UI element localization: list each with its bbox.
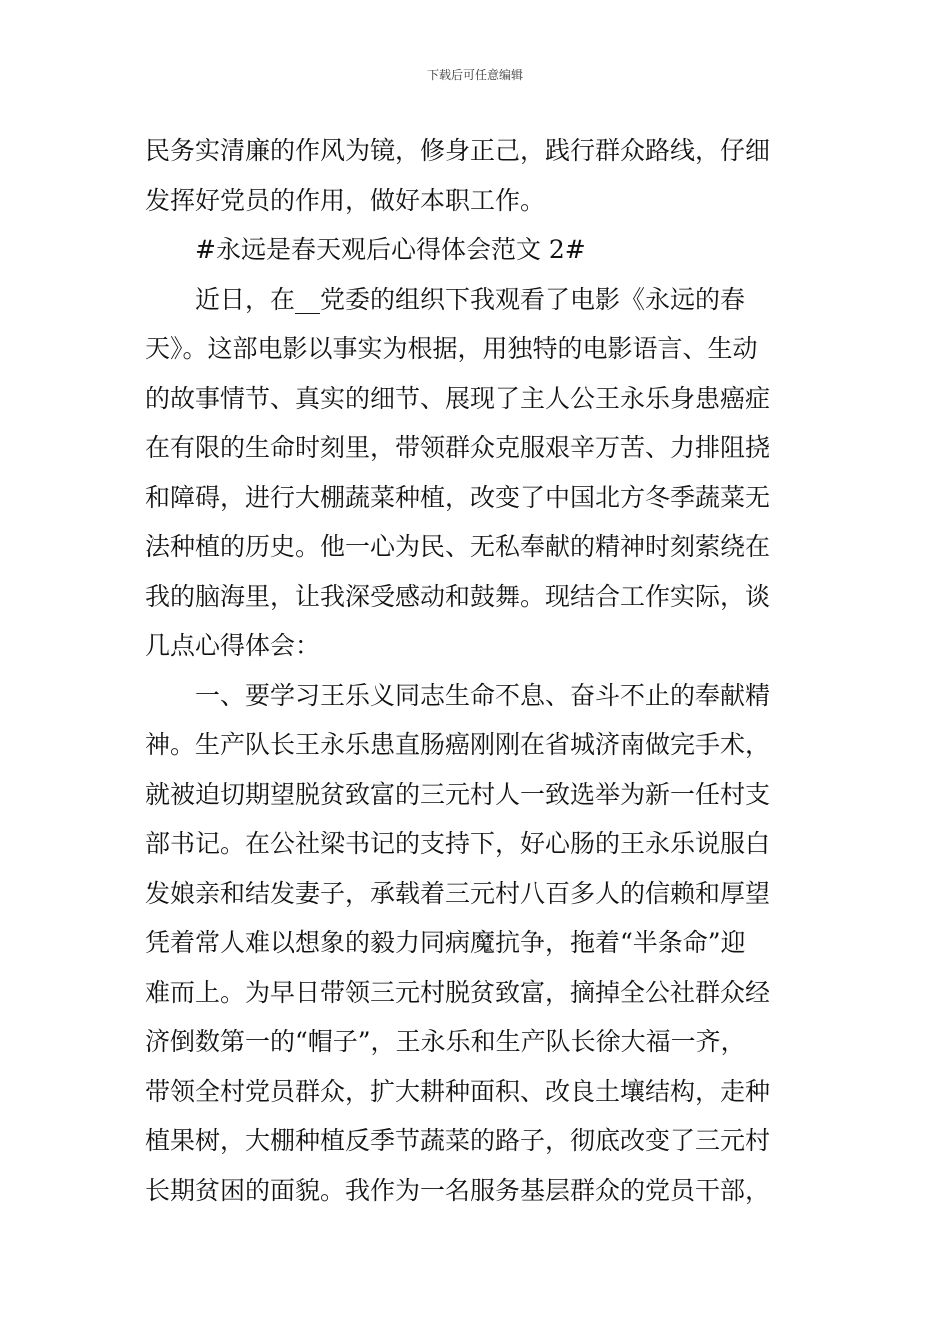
page-header-note: 下载后可任意编辑 xyxy=(426,68,523,82)
text-line: 在有限的生命时刻里，带领群众克服艰辛万苦、力排阻挠 xyxy=(145,433,771,462)
text-line: 就被迫切期望脱贫致富的三元村人一致选举为新一任村支 xyxy=(145,779,771,809)
text-line: 带领全村党员群众，扩大耕种面积、改良土壤结构，走种 xyxy=(145,1076,771,1106)
text-line: 一、要学习王乐义同志生命不息、奋斗不止的奉献精 xyxy=(195,680,771,710)
text-line: 近日，在__党委的组织下我观看了电影《永远的春 xyxy=(195,284,746,314)
text-line: 和障碍，进行大棚蔬菜种植，改变了中国北方冬季蔬菜无 xyxy=(145,482,771,512)
text-line: 的故事情节、真实的细节、展现了主人公王永乐身患癌症 xyxy=(145,383,771,413)
text-line: 长期贫困的面貌。我作为一名服务基层群众的党员干部， xyxy=(145,1175,771,1205)
text-line: 天》。这部电影以事实为根据，用独特的电影语言、生动 xyxy=(145,334,758,363)
text-line: 植果树，大棚种植反季节蔬菜的路子，彻底改变了三元村 xyxy=(145,1126,771,1155)
text-line: 几点心得体会： xyxy=(145,631,321,660)
text-line: 神。生产队长王永乐患直肠癌刚刚在省城济南做完手术， xyxy=(145,730,771,759)
text-line: 我的脑海里，让我深受感动和鼓舞。现结合工作实际，谈 xyxy=(145,581,771,611)
text-line: 民务实清廉的作风为镜，修身正己，践行群众路线，仔细 xyxy=(145,136,771,165)
document-body xyxy=(145,126,810,1215)
text-line: 发挥好党员的作用，做好本职工作。 xyxy=(145,185,546,215)
text-line: 凭着常人难以想象的毅力同病魔抗争，拖着“半条命”迎 xyxy=(145,928,746,957)
text-line: 发娘亲和结发妻子，承载着三元村八百多人的信赖和厚望 xyxy=(145,878,771,908)
text-line: 法种植的历史。他一心为民、无私奉献的精神时刻萦绕在 xyxy=(145,532,771,561)
text-line: 济倒数第一的“帽子”，王永乐和生产队长徐大福一齐， xyxy=(145,1027,746,1056)
section-heading: #永远是春天观后心得体会范文 2# xyxy=(195,235,586,264)
text-line: 难而上。为早日带领三元村脱贫致富，摘掉全公社群众经 xyxy=(145,977,771,1007)
text-line: 部书记。在公社梁书记的支持下，好心肠的王永乐说服白 xyxy=(145,829,771,858)
